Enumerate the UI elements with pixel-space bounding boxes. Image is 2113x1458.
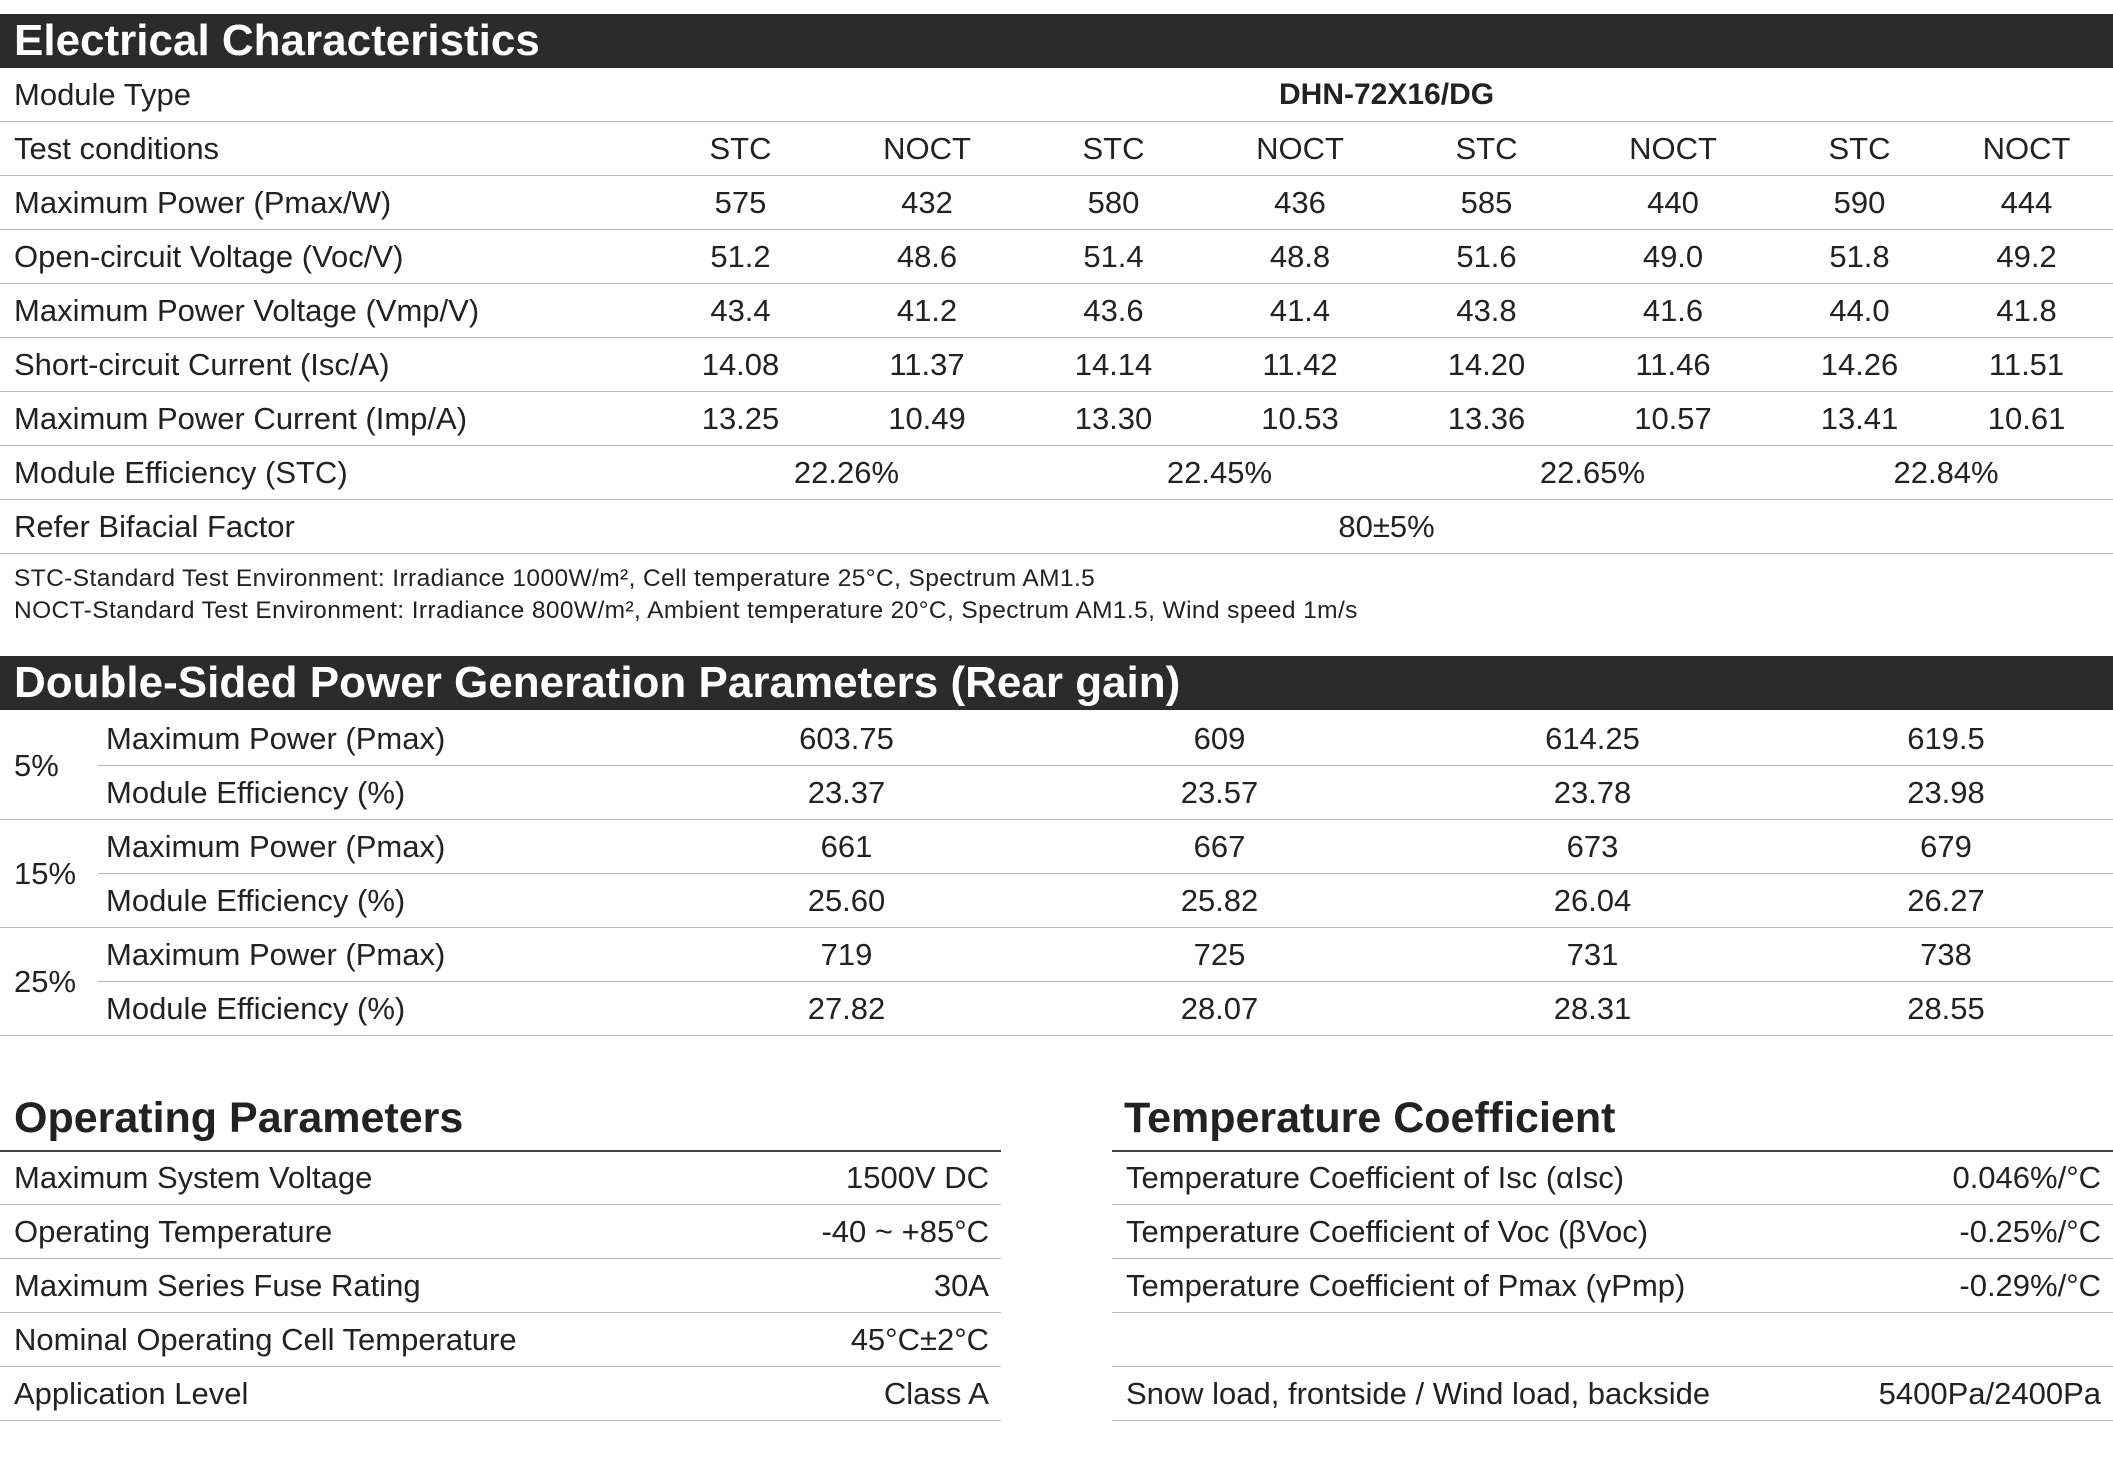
parameter-value: 49.2 [1940,230,2113,284]
rear-gain-row [0,820,2113,874]
electrical-characteristics-table [0,68,2113,554]
temperature-coefficient-value [1812,1313,2113,1367]
parameter-value: 41.8 [1940,284,2113,338]
parameter-value: 51.2 [660,230,821,284]
rear-parameter-value: 619.5 [1779,712,2113,766]
module-efficiency-row [0,446,2113,500]
rear-parameter-value: 614.25 [1406,712,1779,766]
parameter-value: 10.53 [1194,392,1406,446]
temperature-coefficient-label: Temperature Coefficient of Voc (βVoc) [1112,1205,1812,1259]
parameter-value: 13.36 [1406,392,1567,446]
temperature-coefficient-table [1112,1151,2113,1421]
temperature-coefficient [1112,1259,2113,1313]
rear-parameter-label: Maximum Power (Pmax) [98,712,660,766]
parameter-value: 10.49 [821,392,1033,446]
gain-percentage: 5% [0,712,98,820]
operating-parameter-label: Nominal Operating Cell Temperature [0,1313,620,1367]
rear-parameter-value: 27.82 [660,982,1033,1036]
rear-gain-row [0,928,2113,982]
electrical-row [0,230,2113,284]
condition-header: STC [1406,122,1567,176]
parameter-value: 11.51 [1940,338,2113,392]
parameter-value: 51.6 [1406,230,1567,284]
condition-header: NOCT [1940,122,2113,176]
module-efficiency-value: 22.26% [660,446,1033,500]
rear-gain-row [0,712,2113,766]
parameter-value: 14.20 [1406,338,1567,392]
parameter-label: Open-circuit Voltage (Voc/V) [0,230,660,284]
parameter-value: 51.8 [1779,230,1940,284]
rear-parameter-value: 667 [1033,820,1406,874]
rear-parameter-value: 26.27 [1779,874,2113,928]
temperature-coefficient-value: -0.25%/°C [1812,1205,2113,1259]
rear-parameter-value: 28.55 [1779,982,2113,1036]
operating-parameter-value: 30A [620,1259,1001,1313]
parameter-label: Maximum Power Voltage (Vmp/V) [0,284,660,338]
electrical-section-title: Electrical Characteristics [0,14,2113,68]
condition-header: NOCT [1567,122,1779,176]
parameter-value: 11.42 [1194,338,1406,392]
parameter-value: 14.14 [1033,338,1194,392]
parameter-value: 41.6 [1567,284,1779,338]
parameter-value: 13.41 [1779,392,1940,446]
parameter-value: 43.4 [660,284,821,338]
condition-header: NOCT [821,122,1033,176]
parameter-value: 436 [1194,176,1406,230]
gain-percentage: 15% [0,820,98,928]
rear-parameter-value: 603.75 [660,712,1033,766]
parameter-value: 43.6 [1033,284,1194,338]
rear-parameter-value: 25.60 [660,874,1033,928]
parameter-value: 575 [660,176,821,230]
test-conditions-label: Test conditions [0,122,660,176]
rear-parameter-value: 731 [1406,928,1779,982]
parameter-value: 10.57 [1567,392,1779,446]
bifacial-factor-row [0,500,2113,554]
bifacial-factor-value: 80±5% [660,500,2113,554]
electrical-row [0,338,2113,392]
condition-header: STC [1779,122,1940,176]
parameter-value: 49.0 [1567,230,1779,284]
parameter-value: 48.8 [1194,230,1406,284]
operating-parameter-label: Maximum Series Fuse Rating [0,1259,620,1313]
parameter-label: Maximum Power (Pmax/W) [0,176,660,230]
electrical-row [0,284,2113,338]
rear-parameter-value: 719 [660,928,1033,982]
parameter-value: 585 [1406,176,1567,230]
rear-gain-section-title: Double-Sided Power Generation Parameters (Rear gain) [0,656,2113,710]
operating-parameter [0,1205,1001,1259]
parameter-value: 48.6 [821,230,1033,284]
rear-parameter-value: 679 [1779,820,2113,874]
temperature-coefficient [1112,1151,2113,1205]
operating-parameter-value: Class A [620,1367,1001,1421]
rear-parameter-value: 23.57 [1033,766,1406,820]
module-efficiency-value: 22.84% [1779,446,2113,500]
rear-parameter-value: 738 [1779,928,2113,982]
temperature-coefficient-label [1112,1313,1812,1367]
rear-gain-row [0,766,2113,820]
condition-header: NOCT [1194,122,1406,176]
rear-parameter-label: Module Efficiency (%) [98,874,660,928]
parameter-value: 11.37 [821,338,1033,392]
operating-parameter-value: 45°C±2°C [620,1313,1001,1367]
test-conditions-row [0,122,2113,176]
module-efficiency-value: 22.45% [1033,446,1406,500]
rear-parameter-value: 673 [1406,820,1779,874]
operating-parameter-label: Maximum System Voltage [0,1151,620,1205]
rear-parameter-value: 609 [1033,712,1406,766]
operating-parameters-table [0,1151,1001,1421]
parameter-value: 13.25 [660,392,821,446]
parameter-value: 11.46 [1567,338,1779,392]
operating-parameter [0,1151,1001,1205]
parameter-label: Maximum Power Current (Imp/A) [0,392,660,446]
operating-parameter-label: Application Level [0,1367,620,1421]
rear-gain-row [0,874,2113,928]
parameter-value: 10.61 [1940,392,2113,446]
noct-note: NOCT-Standard Test Environment: Irradiance 800W/m², Ambient temperature 20°C, Spectrum AM1.5, Wind speed 1m/s [14,597,1358,624]
parameter-value: 444 [1940,176,2113,230]
temperature-coefficient-label: Snow load, frontside / Wind load, backside [1112,1367,1812,1421]
parameter-value: 590 [1779,176,1940,230]
electrical-row [0,392,2113,446]
temperature-coefficient-value: -0.29%/°C [1812,1259,2113,1313]
rear-parameter-value: 26.04 [1406,874,1779,928]
rear-parameter-label: Module Efficiency (%) [98,982,660,1036]
condition-header: STC [660,122,821,176]
parameter-value: 43.8 [1406,284,1567,338]
parameter-value: 14.08 [660,338,821,392]
module-type-value: DHN-72X16/DG [660,68,2113,122]
rear-parameter-value: 661 [660,820,1033,874]
operating-parameters-title: Operating Parameters [14,1094,464,1142]
parameter-value: 440 [1567,176,1779,230]
operating-parameter-label: Operating Temperature [0,1205,620,1259]
rear-parameter-label: Module Efficiency (%) [98,766,660,820]
parameter-value: 41.4 [1194,284,1406,338]
operating-parameter [0,1367,1001,1421]
rear-parameter-label: Maximum Power (Pmax) [98,928,660,982]
temperature-coefficient [1112,1205,2113,1259]
parameter-value: 41.2 [821,284,1033,338]
parameter-value: 580 [1033,176,1194,230]
rear-gain-row [0,982,2113,1036]
module-type-label: Module Type [0,68,660,122]
parameter-value: 44.0 [1779,284,1940,338]
module-efficiency-value: 22.65% [1406,446,1779,500]
operating-parameter-value: -40 ~ +85°C [620,1205,1001,1259]
rear-parameter-value: 23.37 [660,766,1033,820]
temperature-coefficient-label: Temperature Coefficient of Isc (αIsc) [1112,1151,1812,1205]
rear-parameter-label: Maximum Power (Pmax) [98,820,660,874]
rear-parameter-value: 23.98 [1779,766,2113,820]
temperature-coefficient [1112,1313,2113,1367]
rear-parameter-value: 25.82 [1033,874,1406,928]
parameter-value: 432 [821,176,1033,230]
rear-parameter-value: 23.78 [1406,766,1779,820]
parameter-value: 14.26 [1779,338,1940,392]
temperature-coefficient-label: Temperature Coefficient of Pmax (γPmp) [1112,1259,1812,1313]
operating-parameter-value: 1500V DC [620,1151,1001,1205]
bifacial-factor-label: Refer Bifacial Factor [0,500,660,554]
gain-percentage: 25% [0,928,98,1036]
rear-parameter-value: 28.07 [1033,982,1406,1036]
condition-header: STC [1033,122,1194,176]
operating-parameter [0,1259,1001,1313]
test-environment-notes [14,563,1358,627]
module-efficiency-label: Module Efficiency (STC) [0,446,660,500]
rear-gain-table [0,712,2113,1036]
rear-parameter-value: 28.31 [1406,982,1779,1036]
temperature-coefficient-value: 5400Pa/2400Pa [1812,1367,2113,1421]
parameter-value: 51.4 [1033,230,1194,284]
temperature-coefficient-title: Temperature Coefficient [1124,1094,1616,1142]
stc-note: STC-Standard Test Environment: Irradiance 1000W/m², Cell temperature 25°C, Spectrum AM1.5 [14,565,1096,592]
module-type-row [0,68,2113,122]
temperature-coefficient-value: 0.046%/°C [1812,1151,2113,1205]
parameter-label: Short-circuit Current (Isc/A) [0,338,660,392]
rear-parameter-value: 725 [1033,928,1406,982]
operating-parameter [0,1313,1001,1367]
parameter-value: 13.30 [1033,392,1194,446]
electrical-row [0,176,2113,230]
temperature-coefficient [1112,1367,2113,1421]
